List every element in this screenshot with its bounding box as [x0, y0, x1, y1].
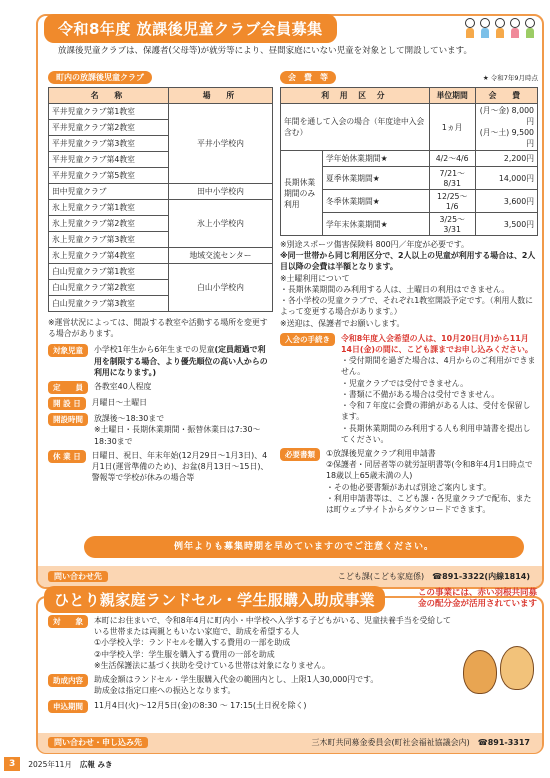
holidays-label: 休 業 日	[48, 450, 86, 463]
docs-item-3: ・その他必要書類があれば別途ご案内します。	[326, 482, 492, 492]
fees-asof: ★ 令和7年9月時点	[482, 74, 538, 82]
apply-note-3: ・書類に不備がある場合は受付できません。	[341, 389, 500, 399]
children-illustration	[464, 18, 536, 40]
locations-note: ※運営状況によっては、開設する教室や活動する場所を変更する場合があります。	[48, 318, 268, 339]
apply-note-4: ・令和７年度に会費の滞納がある人は、受付を保留します。	[341, 401, 531, 422]
grant-target-label: 対 象	[48, 615, 88, 628]
fees-note-transport: ※送迎は、保護者でお願いします。	[280, 318, 405, 328]
fees-year-unit: 1ヵ月	[429, 104, 475, 151]
grant-amount-label: 助成内容	[48, 674, 88, 687]
target-label: 対象児童	[48, 344, 88, 357]
fees-long-name: 学年末休業期間★	[323, 213, 430, 236]
capacity-text: 各教室40人程度	[94, 382, 152, 392]
table-row	[49, 248, 273, 264]
early-notice-banner: 例年よりも募集時期を早めていますのでご注意ください。	[84, 536, 524, 558]
grant-contact-footer	[38, 733, 542, 753]
fees-year-label: 年間を通して入会の場合（年度途中入会含む）	[281, 104, 430, 151]
fees-long-period: 4/2～4/6	[429, 151, 475, 167]
apply-note-2: ・児童クラブでは受付できません。	[341, 378, 468, 388]
fees-note-sibling: ※同一世帯から同じ利用区分で、2人以上の児童が利用する場合は、2人目以降の会費は半額となります。	[280, 251, 536, 272]
grant-contact-dept: 三木町共同募金委員会(町社会福祉協議会内)	[311, 738, 470, 747]
club-place-cell: 平井小学校内	[169, 104, 273, 184]
fees-long-fee: 3,500円	[475, 213, 537, 236]
club-contact-label: 問い合わせ先	[48, 571, 108, 582]
grant-period-text: 11月4日(火)～12月5日(金)の8:30 ～ 17:15(土日祝を除く)	[94, 700, 307, 710]
grant-contact-tel: ☎891-3317	[477, 738, 530, 747]
grant-title: ひとり親家庭ランドセル・学生服購入助成事業	[44, 586, 385, 613]
hours-label: 開設時間	[48, 413, 88, 426]
grant-panel	[36, 588, 544, 754]
fees-long-name: 冬季休業期間★	[323, 190, 430, 213]
fees-header-period: 単位期間	[429, 88, 475, 104]
fees-long-name: 夏季休業期間★	[323, 167, 430, 190]
club-place-cell: 地域交流センター	[169, 248, 273, 264]
fees-header-category: 利 用 区 分	[281, 88, 430, 104]
docs-item-1: ①放課後児童クラブ利用申請書	[326, 448, 436, 458]
club-name-cell: 平井児童クラブ第5教室	[49, 168, 169, 184]
club-recruitment-panel	[36, 14, 544, 589]
target-text: 小学校1年生から6年生までの児童	[94, 345, 215, 355]
fees-note-saturday: ※土曜利用について	[280, 273, 350, 283]
table-row	[281, 151, 538, 167]
magazine-name: 広報 みき	[79, 759, 113, 769]
grant-period-label: 申込期間	[48, 700, 88, 713]
fees-note-saturday-a: ・長期休業期間のみ利用する人は、土曜日の利用はできません。	[280, 284, 510, 294]
holidays-text: 日曜日、祝日、年末年始(12月29日～1月3日)、4月1日(運営準備のため)、お盆(8月13日～15日)、警報等で学校が休みの場合等	[91, 450, 269, 483]
target-bold: (定員超過で利用を制限する場合、より優先順位の高い人からの利用になります。)	[94, 345, 268, 377]
club-place-cell: 氷上小学校内	[169, 200, 273, 248]
club-name-cell: 氷上児童クラブ第3教室	[49, 232, 169, 248]
fees-long-fee: 2,200円	[475, 151, 537, 167]
capacity-label: 定 員	[48, 381, 88, 394]
fees-long-period: 12/25～1/6	[429, 190, 475, 213]
locations-header-place: 場 所	[169, 88, 273, 104]
grant-contact-label: 問い合わせ・申し込み先	[48, 737, 148, 748]
club-name-cell: 白山児童クラブ第3教室	[49, 296, 169, 312]
table-row	[49, 200, 273, 216]
fees-label: 会 費 等	[280, 71, 336, 84]
grant-target-text: 本町にお住まいで、令和8年4月に町内小・中学校へ入学する子どもがいる、児童扶養手当を受給している世帯または両親ともいない家庭で、助成を希望する人	[94, 616, 452, 637]
fees-long-label: 長期休業期間のみ利用	[281, 151, 323, 236]
acorn-mascot-icon	[463, 650, 497, 694]
fees-long-fee: 3,600円	[475, 190, 537, 213]
club-contact-tel: ☎891-3322(内線1814)	[432, 572, 530, 581]
club-contact-footer	[38, 566, 542, 587]
club-name-cell: 平井児童クラブ第1教室	[49, 104, 169, 120]
grant-amount-text-2: 助成金は指定口座への振込となります。	[94, 686, 236, 696]
club-place-cell: 田中小学校内	[169, 184, 273, 200]
club-name-cell: 白山児童クラブ第1教室	[49, 264, 169, 280]
grant-title-note: この事業には、赤い羽根共同募金の配分金が活用されています	[418, 588, 538, 609]
club-name-cell: 白山児童クラブ第2教室	[49, 280, 169, 296]
page-number: 3	[4, 757, 20, 771]
club-name-cell: 氷上児童クラブ第4教室	[49, 248, 169, 264]
club-title: 令和8年度 放課後児童クラブ会員募集	[44, 14, 337, 43]
acorn-mascot-icon	[500, 646, 534, 690]
fees-header-fee: 会 費	[475, 88, 537, 104]
docs-item-4: ・利用申請書等は、こども課・各児童クラブで配布、または町ウェブサイトからダウンロードできます。	[326, 493, 532, 515]
days-text: 月曜日～土曜日	[91, 398, 147, 408]
locations-label: 町内の放課後児童クラブ	[48, 71, 152, 84]
hours-note: ※土曜日・長期休業期間・振替休業日は7:30～18:30まで	[94, 425, 261, 446]
table-row	[49, 184, 273, 200]
apply-note-5: ・長期休業期間のみ利用する人も利用申請書を提出してください。	[341, 423, 531, 444]
fees-table	[280, 87, 538, 236]
grant-target-item-2: ②中学校入学：学生服を購入する費用の一部を助成	[94, 649, 275, 659]
fees-year-amount-saturday: (月～土) 9,500円	[479, 128, 534, 148]
club-name-cell: 氷上児童クラブ第1教室	[49, 200, 169, 216]
club-name-cell: 氷上児童クラブ第2教室	[49, 216, 169, 232]
table-row	[49, 264, 273, 280]
club-name-cell: 平井児童クラブ第2教室	[49, 120, 169, 136]
days-label: 開 設 日	[48, 397, 86, 410]
grant-amount-text: 助成金額はランドセル・学生服購入代金の範囲内とし、上限1人30,000円です。	[94, 675, 379, 685]
docs-label: 必要書類	[280, 448, 320, 461]
page-footer	[4, 757, 113, 771]
club-name-cell: 田中児童クラブ	[49, 184, 169, 200]
apply-note-1: ・受付期間を過ぎた場合は、4月からのご利用ができません。	[341, 356, 536, 377]
docs-item-2: ②保護者・同居者等の就労証明書等(令和8年4月1日時点で18歳以上65歳未満の人)	[326, 460, 533, 481]
locations-table	[48, 87, 273, 312]
fees-year-amount-weekday: (月～金) 8,000円	[479, 106, 534, 126]
fees-long-period: 7/21～8/31	[429, 167, 475, 190]
fees-long-fee: 14,000円	[475, 167, 537, 190]
club-contact-dept: こども課(こども家庭係)	[337, 572, 425, 581]
club-name-cell: 平井児童クラブ第4教室	[49, 152, 169, 168]
fees-long-period: 3/25～3/31	[429, 213, 475, 236]
club-name-cell: 平井児童クラブ第3教室	[49, 136, 169, 152]
club-right-column	[280, 71, 538, 515]
club-intro: 放課後児童クラブは、保護者(父母等)が就労等により、昼間家庭にいない児童を対象として開設しています。	[58, 46, 472, 56]
fees-note-saturday-b: ・各小学校の児童クラブで、それぞれ1教室開設予定です。（利用人数によって変更する場合があります。）	[280, 296, 534, 317]
issue-date: 2025年11月	[28, 759, 72, 769]
apply-label: 入会の手続き	[280, 333, 335, 346]
grant-target-item-1: ①小学校入学：ランドセルを購入する費用の一部を助成	[94, 638, 291, 648]
table-row	[49, 104, 273, 120]
fees-long-name: 学年始休業期間★	[323, 151, 430, 167]
fees-note-insurance: ※別途スポーツ傷害保険料 800円／年度が必要です。	[280, 240, 469, 249]
club-place-cell: 白山小学校内	[169, 264, 273, 312]
club-left-column	[48, 71, 273, 483]
grant-target-item-3: ※生活保護法に基づく扶助を受けている世帯は対象になりません。	[94, 660, 330, 670]
apply-text: 令和8年度入会希望の人は、10月20日(月)から11月14日(金)の間に、こども課までお申し込みください。	[341, 333, 533, 354]
hours-text: 放課後～18:30まで	[94, 414, 165, 424]
locations-header-name: 名 称	[49, 88, 169, 104]
